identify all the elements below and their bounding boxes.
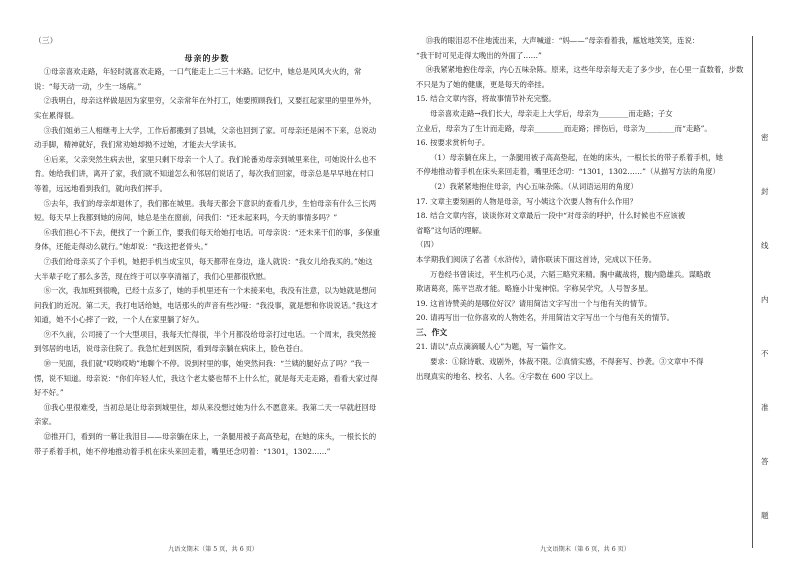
binding-char: 答 [761, 457, 769, 466]
left-page [34, 34, 380, 459]
binding-char: 准 [761, 403, 769, 412]
question-line: 出现真实的地名、校名、人名。④字数在 600 字以上。 [416, 371, 598, 381]
question-line: 19. 这首诗赞美的是哪位好汉？请用简洁文字写出一个与他有关的情节。 [416, 298, 652, 308]
question-line: （2）我紧紧地抱住母亲，内心五味杂陈。（从词语运用的角度） [430, 181, 638, 191]
question-line: 三、作文 [416, 327, 448, 337]
page-footer-right: 九文语期末（第 6 页，共 6 页） [540, 546, 630, 553]
question-line: 20. 请再写出一位你喜欢的人物姓名，并用简洁文字写出一个与他有关的情节。 [416, 313, 674, 323]
essay-paragraph: ⑤去年，我们的母亲却退休了，我们都在城里。我每天都会下意识的查看几步，生怕母亲有什么三长两短。每天早上我都到她的房间，她总是坐在窗前，问我们：“还未起来吗，今天的事情多吗？” [34, 198, 377, 223]
binding-char: 题 [761, 511, 769, 520]
right-page [416, 34, 746, 384]
question-line: ⑭我紧紧地抱住母亲，内心五味杂陈。原来，这些年母亲每天走了多少步，在心里一直数着，步数不只是为了她的健康，更是每天的牵挂。 [416, 65, 744, 89]
page-footer-left: 九语文期末（第 5 页，共 6 页） [168, 546, 258, 553]
question-line: 16. 按要求赏析句子。 [416, 138, 490, 148]
binding-char: 内 [761, 295, 769, 304]
essay-paragraph: ⑦我们给母亲买了个手机，她把手机当成宝贝，每天都带在身边，逢人就说：“我女儿给我买的。”她这大半辈子吃了那么多苦，现在终于可以享享清福了，我们心里都很欣慰。 [34, 256, 373, 281]
binding-char: 线 [761, 241, 769, 250]
question-line: 不停地推动着手机在床头来回走着，嘴里还念叨：“1301，1302……”（从描写方法的角度） [416, 167, 720, 177]
essay-paragraph: ①母亲喜欢走路，年轻时就喜欢走路，一口气能走上二三十米路。记忆中，她总是风风火火的，常说：“每天动一动，少生一场病。” [34, 67, 362, 91]
question-line: 18. 结合文章内容，谈谈你对文章最后一段中“对母亲的呼护，什么时候也不应该被 [416, 211, 686, 221]
question-line: 万卷经书曾读过，平生机巧心灵，六韬三略究来精。胸中藏战将，腹内隐雄兵。谋略敢 [430, 269, 711, 279]
question-line: ⑬我的眼泪忍不住地流出来，大声喊道：“妈——”母亲看着我，尴尬地笑笑，连说： [425, 36, 700, 45]
essay-paragraph: ④后来，父亲突然生病去世，家里只剩下母亲一个人了。我们轮番劝母亲到城里来住，可她说什么也不肯。她给我们讲，离开了家，我们就不知道怎么和邻居们说话了，每次我们回家，母亲总是早早地在村口等着，远远地看到我们，就向我们挥手。 [34, 154, 377, 193]
essay-paragraph: ③我们姐弟三人相继考上大学，工作后都搬到了县城，父亲也回到了家。可母亲还是闲不下来，总说动动手脚，精神就好，我们常劝她却拗不过她，才能去大学读书。 [34, 125, 377, 150]
question-line: 本学期我们阅读了名著《水浒传》，请你联读下面这首诗，完成以下任务。 [416, 254, 657, 264]
question-line: 欺诸葛亮，陈平岂敌才能。略施小计鬼神惊。字称吴学究，人号智多星。 [416, 284, 653, 294]
binding-char: 密 [761, 133, 769, 142]
question-line: 17. 文章主要刻画的人物是母亲，写小姨这个次要人物有什么作用？ [416, 196, 638, 206]
question-line: 母亲喜欢走路→我们长大，母亲走上大学后，母亲为________而走路；子女 [430, 108, 673, 118]
question-line: 要求：①除诗歌、戏剧外，体裁不限。②真情实感，不得套写、抄袭。③文章中不得 [430, 357, 704, 367]
question-line: 立业后，母亲为了生计而走路，母亲________而走路；摔伤后，母亲为________而“走路”。 [416, 123, 712, 133]
essay-title: 母亲的步数 [184, 52, 230, 63]
questions-body [416, 34, 746, 384]
essay-paragraph: ⑩一见面，我们就“哎哟哎哟”地聊个不停。说到村里的事，她突然问我：“兰姨的腿好点了吗？”我一愣，说不知道。母亲说：“你们年轻人忙，我这个老太婆也帮不上什么忙，就是每天走走路，看看大家过得好不好。” [34, 359, 378, 398]
essay-paragraph: ②我明白，母亲这样做是因为家里穷，父亲常年在外打工，她要照顾我们，又要扛起家里的里里外外，实在累得很。 [34, 96, 377, 120]
question-line: “我干时可见走得太晚出的外面了……” [416, 50, 542, 60]
essay-body [34, 65, 380, 459]
essay-paragraph: ⑫推开门，看到的一幕让我泪目——母亲躺在床上，一条腿用被子高高垫起，在她的床头，一根长长的带子系着手机，她不停地推动着手机在床头来回走着，嘴里还念叨着：“1301，1302……” [34, 432, 377, 456]
essay-paragraph: ⑧一次，我加班到很晚，已经十点多了，她的手机里还有一个未接来电，我没有注意，以为她就是想问问我们的近况。第二天，我打电话给她，电话那头的声音有些沙哑：“我没事，就是想和你说说话。”我这才知道，她不小心摔了一跤，一个人在家里躺了好久。 [34, 286, 378, 325]
question-line: 省略”这句话的理解。 [416, 225, 487, 235]
essay-paragraph: ⑥我们担心不下去，便找了一个新工作，要我们每天给她打电话。可母亲说：“还未来干们的事，多保重身体，还能走得动么就行。”她却说：“我这把老骨头。” [34, 227, 380, 252]
section-label: （三） [34, 36, 58, 45]
question-line: （四） [416, 240, 439, 250]
essay-paragraph: ⑨不久前，公司接了一个大型项目，我每天忙得很，半个月都没给母亲打过电话。一个周末，我突然接到邻居的电话，说母亲住院了。我急忙赶到医院，看到母亲躺在病床上，脸色苍白。 [34, 329, 377, 354]
binding-char: 不 [761, 349, 769, 358]
question-line: （1）母亲躺在床上，一条腿用被子高高垫起，在她的床头，一根长长的带子系着手机，她 [430, 152, 723, 162]
essay-paragraph: ⑪我心里很难受，当初总是让母亲到城里住，却从来没想过她为什么不愿意来。我第二天一早就赶回母亲家。 [34, 402, 377, 427]
binding-margin [752, 36, 783, 548]
binding-char: 封 [761, 187, 769, 196]
question-line: 15. 结合文章内容，将故事情节补充完整。 [416, 94, 556, 104]
question-line: 21. 请以“点点滴滴暖人心”为题，写一篇作文。 [416, 342, 571, 352]
